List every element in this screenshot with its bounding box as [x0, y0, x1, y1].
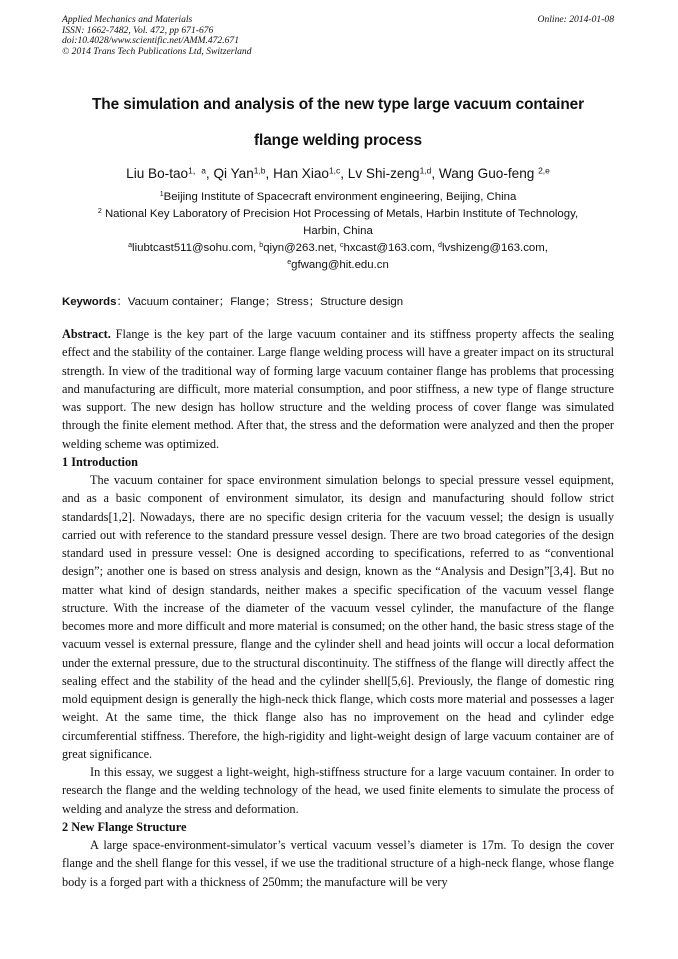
- journal-header: [62, 15, 614, 65]
- abstract-label: Abstract.: [62, 327, 111, 341]
- email-link[interactable]: gfwang@hit.edu.cn: [291, 259, 389, 271]
- paper-page: [62, 15, 614, 891]
- paper-title: [62, 87, 614, 159]
- affiliation-2-cont: Harbin, China: [303, 225, 373, 237]
- author: Han Xiao$^{1,c}$: [273, 165, 341, 181]
- email-link[interactable]: qiyn@263.net,: [263, 242, 340, 254]
- email-link[interactable]: hxcast@163.com,: [343, 242, 439, 254]
- affiliation-2: $^2$ National Key Laboratory of Precision Hot Processing of Metals, Harbin Institute of Technology,: [97, 208, 579, 220]
- doi-line: doi:10.4028/www.scientific.net/AMM.472.671: [62, 35, 240, 47]
- paragraph: The vacuum container for space environment simulation belongs to special pressure vessel equipment, and as a basic component of environment simulator, its design and manufacturing should follow strict standards[1,2]. Nowadays, there are no specific design criteria for the vacuum vessel; the design is usually carried out with reference to the standard pressure vessel design. There are two broad categories of the design standard used in pressure vessel: One is designed according to specifications, referred to as “conventional design”; another one is based on stress analysis and design, known as the “Analysis and Design”[3,4]. But no matter what kind of design standards, neither makes a specific specification of the vacuum vessel flange structure. With the increase of the diameter of the vacuum vessel cylinder, the manufacture of the flange becomes more and more difficult and more material is consumed; on the other hand, the basic stress stage of the vacuum vessel is external pressure, flange and the cylinder shell and head joints will occur a local deformation under the external pressure, due to the structural discontinuity. The stiffness of the flange will directly affect the sealing effect and the stability of the head and the cylinder shell[5,6]. Previously, the flange of domestic ring mold equipment design is generally the high-neck thick flange, which costs more material and possesses a lager weight. At the same time, the thick flange also has no improvement on the head and cylinder edge circumferential stiffness. Therefore, the high-rigidity and light-weight design of large vacuum container are of great significance.: [62, 473, 614, 761]
- author: Wang Guo-feng $^{2,e}$: [438, 165, 550, 181]
- section-heading-new-flange-structure: 2 New Flange Structure: [62, 819, 187, 834]
- affiliation-1: $^1$Beijing Institute of Spacecraft environment engineering, Beijing, China: [159, 191, 517, 203]
- online-date: Online: 2014-01-08: [537, 14, 614, 25]
- abstract: [62, 325, 614, 453]
- paragraph: In this essay, we suggest a light-weight, high-stiffness structure for a large vacuum container. In order to research the flange and the welding technology of the head, we used finite elements to simulate the process of welding and analyze the stress and deformation.: [62, 765, 614, 816]
- author-list: Liu Bo-tao$^{1,a}$, Qi Yan$^{1,b}$, Han Xiao$^{1,c}$, Lv Shi-zeng$^{1,d}$, Wang Guo-feng $^{2,e}$: [126, 165, 550, 181]
- paragraph: A large space-environment-simulator’s vertical vacuum vessel’s diameter is 17m. To design the cover flange and the shell flange for this vessel, if we use the traditional structure of a high-neck flange, whose flange body is a forged part with a thickness of 250mm; the manufacture will be very: [62, 838, 614, 889]
- title-line-1: The simulation and analysis of the new type large vacuum container: [91, 96, 584, 113]
- email-link[interactable]: lvshizeng@163.com,: [441, 242, 548, 254]
- abstract-text: Flange is the key part of the large vacuum container and its stiffness property affects the sealing effect and the stability of the container. Large flange welding process will have a greater impact on its structural strength. In view of the traditional way of forming large vacuum container flange has problems that processing and manufacturing are difficult, more material consumption, and poor stiffness, a new type of flange structure was support. The new design has hollow structure and the welding process of cover flange was simulated through the finite element method. After that, the stress and the deformation were analyzed and then the proper welding scheme was optimized.: [62, 327, 614, 451]
- journal-name: Applied Mechanics and Materials: [62, 14, 193, 25]
- affiliations: [62, 189, 614, 240]
- copyright-line: © 2014 Trans Tech Publications Ltd, Switzerland: [62, 45, 252, 57]
- keywords: [62, 294, 614, 310]
- keywords-text: ：Vacuum container；Flange；Stress；Structure design: [116, 296, 404, 308]
- author: Lv Shi-zeng$^{1,d}$: [347, 165, 432, 181]
- email-link[interactable]: liubtcast511@sohu.com,: [132, 242, 260, 254]
- keywords-label: Keywords: [62, 296, 117, 308]
- author: Qi Yan$^{1,b}$: [213, 165, 266, 181]
- title-line-2: flange welding process: [254, 132, 422, 149]
- section-heading-introduction: 1 Introduction: [62, 454, 138, 469]
- email-list: $^a$liubtcast511@sohu.com, $^b$qiyn@263.net, $^c$hxcast@163.com, $^d$lvshizeng@163.com, $^e$gfwang@hit.edu.cn: [128, 242, 548, 271]
- author: Liu Bo-tao$^{1,a}$: [126, 165, 206, 181]
- issn-line: ISSN: 1662-7482, Vol. 472, pp 671-676: [62, 24, 214, 36]
